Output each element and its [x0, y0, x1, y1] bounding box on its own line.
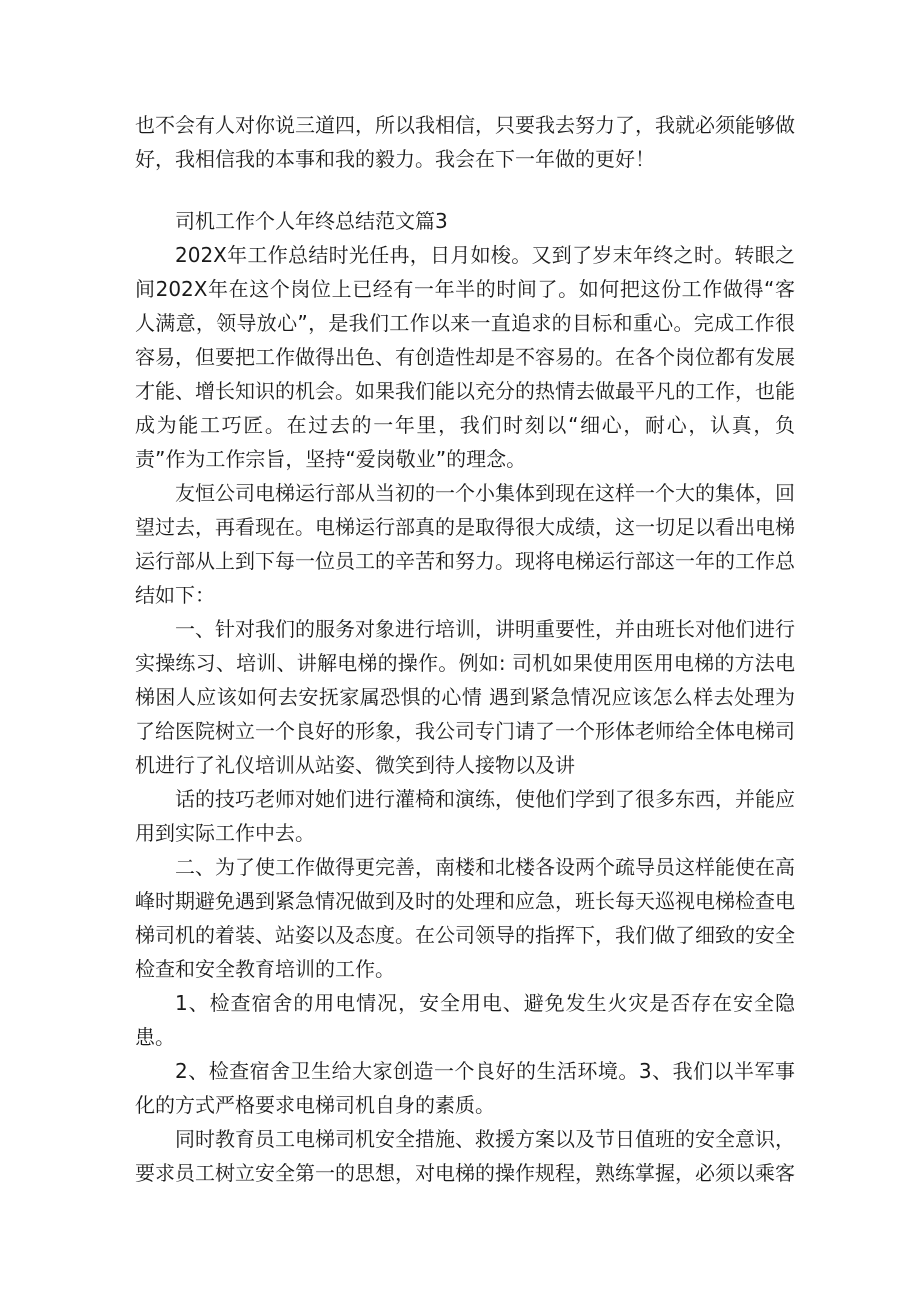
paragraph-7: 2、检查宿舍卫生给大家创造一个良好的生活环境。3、我们以半军事化的方式严格要求电梯司机自身的素质。	[135, 1059, 795, 1117]
paragraph-4: 话的技巧老师对她们进行灌椅和演练，使他们学到了很多东西，并能应用到实际工作中去。	[135, 787, 795, 845]
paragraph-6: 1、检查宿舍的用电情况，安全用电、避免发生火灾是否存在安全隐患。	[135, 991, 795, 1049]
paragraph-3: 一、针对我们的服务对象进行培训，讲明重要性，并由班长对他们进行实操练习、培训、讲解电梯的操作。例如: 司机如果使用医用电梯的方法电梯困人应该如何去安抚家属恐惧的心情 遇到紧急情况应该怎么样去处理为了给医院树立一个良好的形象，我公司专门请了一个形体老师给全体电梯司机进行了礼仪培训从站姿、微笑到待人接物以及讲	[135, 617, 795, 777]
intro-paragraph: 也不会有人对你说三道四，所以我相信，只要我去努力了，我就必须能够做好，我相信我的本事和我的毅力。我会在下一年做的更好！	[135, 113, 795, 171]
paragraph-5: 二、为了使工作做得更完善，南楼和北楼各设两个疏导员这样能使在高峰时期避免遇到紧急情况做到及时的处理和应急，班长每天巡视电梯检查电梯司机的着装、站姿以及态度。在公司领导的指挥下，我们做了细致的安全检查和安全教育培训的工作。	[135, 855, 795, 981]
paragraph-2: 友恒公司电梯运行部从当初的一个小集体到现在这样一个大的集体，回望过去，再看现在。电梯运行部真的是取得很大成绩，这一切足以看出电梯运行部从上到下每一位员工的辛苦和努力。现将电梯运行部这一年的工作总结如下：	[135, 481, 795, 607]
paragraph-8: 同时教育员工电梯司机安全措施、救援方案以及节日值班的安全意识，要求员工树立安全第一的思想，对电梯的操作规程，熟练掌握，必须以乘客	[135, 1127, 795, 1185]
paragraph-1: 202X年工作总结时光任冉，日月如梭。又到了岁末年终之时。转眼之间202X年在这个岗位上已经有一年半的时间了。如何把这份工作做得“客人满意，领导放心”，是我们工作以来一直追求的目标和重心。完成工作很容易，但要把工作做得出色、有创造性却是不容易的。在各个岗位都有发展才能、增长知识的机会。如果我们能以充分的热情去做最平凡的工作，也能成为能工巧匠。在过去的一年里，我们时刻以“细心，耐心，认真，负责”作为工作宗旨，坚持“爱岗敬业”的理念。	[135, 243, 795, 471]
document-body	[135, 108, 795, 1190]
section-title: 司机工作个人年终总结范文篇3	[175, 209, 448, 233]
